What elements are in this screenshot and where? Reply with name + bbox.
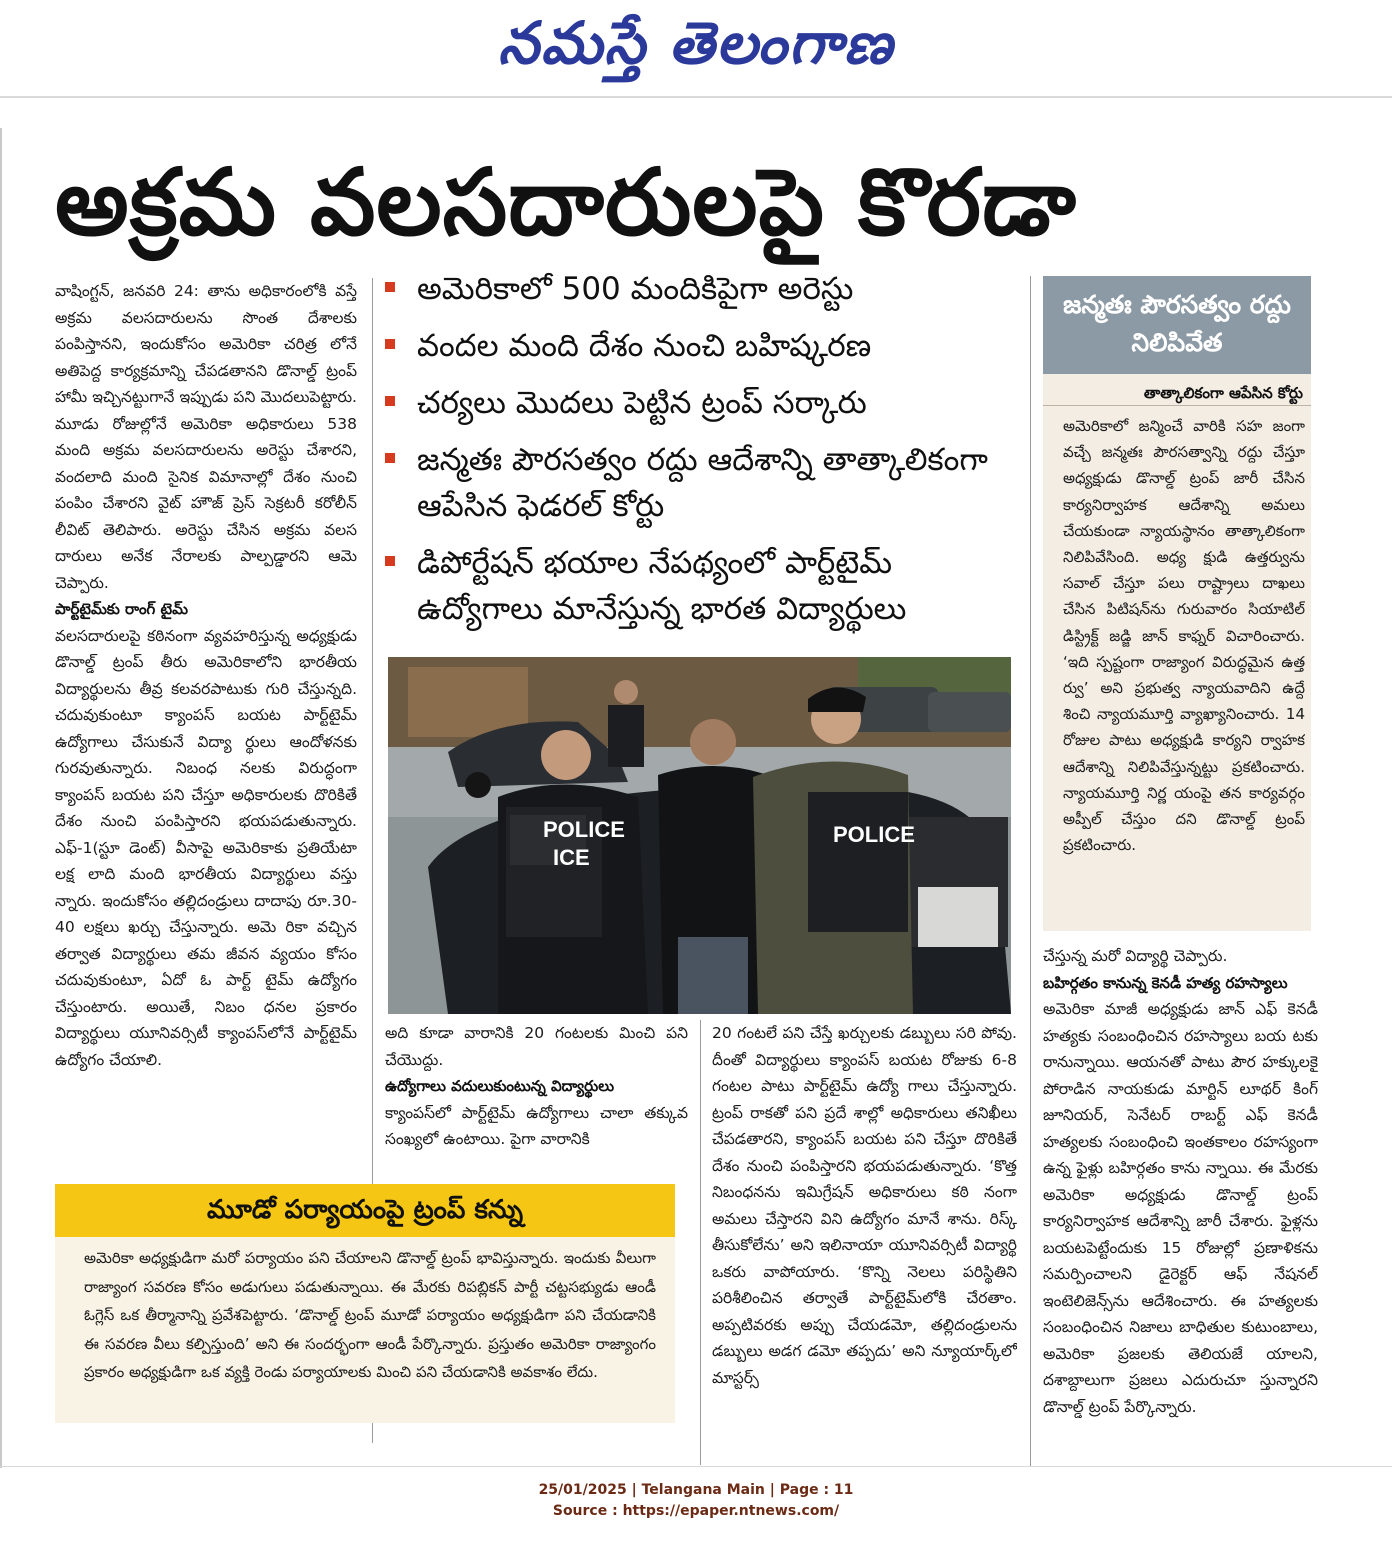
sidebox-title: జన్మతః పౌరసత్వం రద్దు నిలిపివేత (1043, 276, 1311, 374)
mid2-para-1: 20 గంటలే పని చేస్తే ఖర్చులకు డబ్బులు సరి పోవు. దీంతో విద్యార్థులు క్యాంపస్ బయట రోజుకు 6-8 గంటల పాటు పార్ట్‌టైమ్ ఉద్యో గాలు చేస్తున్నారు. ట్రంప్ రాకతో పని ప్రదే శాల్లో అధికారులు తనిఖీలు చేపడతారని, క్యాంపస్ బయట పని చేస్తూ దొరికితే దేశం నుంచి పంపిస్తారని భయపడుతున్నారు. ‘కొత్త నిబంధనను ఇమిగ్రేషన్ అధికారులు కఠి నంగా అమలు చేస్తారని విని ఉద్యోగం మానే శాను. రిస్క్ తీసుకోలేను’ అని ఇలినాయా యూనివర్సిటీ విద్యార్థి ఒకరు వాపోయారు. ‘కొన్ని నెలలు పరిస్థితిని పరిశీలించిన తర్వాతే పార్ట్‌టైమ్‌లోకి చేరతాం. అప్పటివరకు అప్పు చేయడమో, తల్లిదండ్రులను డబ్బులు అడగ డమో తప్పదు’ అని న్యూయార్క్‌లో మాస్టర్స్ (712, 1024, 1017, 1387)
bullet-square-icon (385, 453, 395, 463)
bullet-square-icon (385, 339, 395, 349)
right-para-2: అమెరికా మాజీ అధ్యక్షుడు జాన్ ఎఫ్ కెనడీ హత్యకు సంబంధించిన రహస్యాలు బయ టకు రానున్నాయి. ఆయనతో పాటు పౌర హక్కులకై పోరాడిన నాయకుడు మార్టిన్ లూథర్ కింగ్ జూనియర్, సెనేటర్ రాబర్ట్ ఎఫ్ కెనడీ హత్యలకు సంబంధించి ఇంతకాలం రహస్యంగా ఉన్న ఫైళ్లు బహిర్గతం కాను న్నాయి. ఈ మేరకు అమెరికా అధ్యక్షుడు డొనాల్డ్ ట్రంప్ కార్యనిర్వాహక ఆదేశాన్ని జారీ చేశారు. ఫైళ్లను బయటపెట్టేందుకు 15 రోజుల్లో ప్రణాళికను సమర్పించాలని డైరెక్టర్ ఆఫ్ నేషనల్ ఇంటెలిజెన్స్‌ను ఆదేశించారు. ఈ హత్యలకు సంబంధించిన నిజాలు బాధితుల కుటుంబాలు, అమెరికా ప్రజలకు తెలియజే యాలని, దశాబ్దాలుగా ప్రజలు ఎదురుచూ స్తున్నారని డొనాల్డ్ ట్రంప్ పేర్కొన్నారు. (1043, 1000, 1318, 1416)
bullet-text: జన్మతః పౌరసత్వం రద్దు ఆదేశాన్ని తాత్కాలికంగా ఆపేసిన ఫెడరల్ కోర్టు (417, 442, 988, 524)
left-para-2: వలసదారులపై కఠినంగా వ్యవహరిస్తున్న అధ్యక్షుడు డొనాల్డ్ ట్రంప్ తీరు అమెరికాలోని భారతీయ విద్యార్థులను తీవ్ర కలవరపాటుకు గురి చేస్తున్నది. చదువుకుంటూ క్యాంపస్ బయట పార్ట్‌టైమ్ ఉద్యోగాలు చేసుకునే విద్యా ర్థులు ఆందోళనకు గురవుతున్నారు. నిబంధ నలకు విరుద్ధంగా క్యాంపస్ బయట పని చేస్తూ అధికారులకు దొరికితే దేశం నుంచి పంపిస్తారని భయపడుతున్నారు. ఎఫ్-1(స్టూ డెంట్) వీసాపై అమెరికాకు ప్రతియేటా లక్ష లాది మంది భారతీయ విద్యార్థులు వస్తు న్నారు. ఇందుకోసం తల్లిదండ్రులు దాదాపు రూ.30-40 లక్షలు ఖర్చు చేస్తున్నారు. అమె రికా వచ్చిన తర్వాత విద్యార్థులు తమ జీవన వ్యయం కోసం చదువుకుంటూ, ఏదో ఓ పార్ట్ టైమ్ ఉద్యోగం చేస్తుంటారు. అయితే, నిబం ధనల ప్రకారం విద్యార్థులు యూనివర్సిటీ క్యాంపస్‌లోనే పార్ట్‌టైమ్ ఉద్యోగం చేయాలి. (55, 626, 357, 1069)
third-term-body (84, 1244, 656, 1419)
bullet-text: వందల మంది దేశం నుంచి బహిష్కరణ (417, 328, 872, 364)
bullet-text: అమెరికాలో 500 మందికిపైగా అరెస్టు (417, 271, 854, 307)
police-label: POLICE (833, 822, 915, 847)
bullet-square-icon (385, 282, 395, 292)
sidebox-text: అమెరికాలో జన్మించే వారికి సహ జంగా వచ్చే జన్మతః పౌరసత్వాన్ని రద్దు చేస్తూ అధ్యక్షుడు డొనాల్డ్ ట్రంప్ జారీ చేసిన కార్యనిర్వాహక ఆదేశాన్ని అమలు చేయకుండా న్యాయస్థానం తాత్కాలికంగా నిలిపివేసింది. అధ్య క్షుడి ఉత్తర్వును సవాల్ చేస్తూ పలు రాష్ట్రాలు దాఖలు చేసిన పిటిషన్‌ను గురువారం సియాటిల్ డిస్ట్రిక్ట్ జడ్జి జాన్ కాఫ్నర్ విచారించారు. ‘ఇది స్పష్టంగా రాజ్యాంగ విరుద్ధమైన ఉత్త ర్వు’ అని ప్రభుత్వ న్యాయవాదిని ఉద్దే శించి న్యాయమూర్తి వ్యాఖ్యానించారు. 14 రోజుల పాటు అధ్యక్షుడి కార్యని ర్వాహక ఆదేశాన్ని నిలిపివేస్తున్నట్టు ప్రకటించారు. న్యాయమూర్తి నిర్ణ యంపై తన కార్యవర్గం అప్పీల్ చేస్తుం దని డొనాల్డ్ ట్రంప్ ప్రకటించారు. (1063, 417, 1305, 855)
column-divider (1030, 276, 1031, 1466)
left-subhead: పార్ట్‌టైమ్‌కు రాంగ్ టైమ్ (55, 600, 188, 618)
mid1-para-1: అది కూడా వారానికి 20 గంటలకు మించి పని చేయొద్దు. (385, 1024, 688, 1069)
right-para-1: చేస్తున్న మరో విద్యార్థి చెప్పారు. (1043, 947, 1228, 965)
bullet-text: చర్యలు మొదలు పెట్టిన ట్రంప్ సర్కారు (417, 385, 867, 421)
bullet-item (385, 380, 1025, 426)
bullet-square-icon (385, 556, 395, 566)
third-term-text: అమెరికా అధ్యక్షుడిగా మరో పర్యాయం పని చేయాలని డొనాల్డ్ ట్రంప్ భావిస్తున్నారు. ఇందుకు వీలుగా రాజ్యాంగ సవరణ కోసం అడుగులు పడుతున్నాయి. ఈ మేరకు రిపబ్లికన్ పార్టీ చట్టసభ్యుడు ఆండీ ఓగ్లెస్ ఒక తీర్మానాన్ని ప్రవేశపెట్టారు. ‘డొనాల్డ్ ట్రంప్ మూడో పర్యాయం అధ్యక్షుడిగా పని చేయడానికి ఈ సవరణ వీలు కల్పిస్తుంది’ అని ఈ సందర్భంగా ఆండీ పేర్కొన్నారు. ప్రస్తుతం అమెరికా రాజ్యాంగం ప్రకారం అధ్యక్షుడిగా ఒక వ్యక్తి రెండు పర్యాయాలకు మించి పని చేయడానికి అవకాశం లేదు. (84, 1249, 656, 1381)
sidebox-divider (1043, 405, 1311, 406)
column-divider (700, 1020, 701, 1465)
masthead-divider (0, 96, 1392, 98)
main-headline: అక్రమ వలసదారులపై కొరడా (55, 149, 1077, 256)
bullet-text: డిపోర్టేషన్ భయాల నేపథ్యంలో పార్ట్‌టైమ్ ఉద్యోగాలు మానేస్తున్న భారత విద్యార్థులు (417, 545, 907, 627)
bullet-item (385, 323, 1025, 369)
page-edge-line (0, 128, 2, 1468)
page-footer (0, 1480, 1392, 1522)
police-ice-label: POLICE (543, 817, 625, 842)
newspaper-masthead: నమస్తే తెలంగాణ (498, 9, 894, 77)
mid1-para-2: క్యాంపస్‌లో పార్ట్‌టైమ్ ఉద్యోగాలు చాలా తక్కువ సంఖ్యలో ఉంటాయి. పైగా వారానికి (385, 1103, 688, 1148)
ice-arrest-photo (388, 657, 1011, 1014)
ice-label: ICE (553, 845, 590, 870)
middle-column-1 (385, 1020, 688, 1165)
mid1-subhead: ఉద్యోగాలు వదులుకుంటున్న విద్యార్థులు (385, 1077, 615, 1095)
sidebox-subtitle: తాత్కాలికంగా ఆపేసిన కోర్టు (1143, 384, 1303, 402)
bullet-square-icon (385, 396, 395, 406)
sidebox-body (1063, 413, 1305, 928)
right-subhead: బహిర్గతం కానున్న కెనడీ హత్య రహస్యాలు (1043, 973, 1288, 992)
footer-date-edition: 25/01/2025 | Telangana Main | Page : 11 (538, 1482, 854, 1498)
bullet-item (385, 437, 1025, 529)
highlight-bullets (385, 266, 1025, 646)
third-term-title: మూడో పర్యాయంపై ట్రంప్ కన్ను (55, 1184, 675, 1237)
left-para-1: వాషింగ్టన్, జనవరి 24: తాను అధికారంలోకి వస్తే అక్రమ వలసదారులను సొంత దేశాలకు పంపిస్తానని, ఇందుకోసం అమెరికా చరిత్ర లోనే అతిపెద్ద కార్యక్రమాన్ని చేపడతానని డొనాల్డ్ ట్రంప్ హామీ ఇచ్చినట్టుగానే ఇప్పుడు పని మొదలుపెట్టారు. మూడు రోజుల్లోనే అమెరికా అధికారులు 538 మంది అక్రమ వలసదారులను అరెస్టు చేశారని, వందలాది మంది సైనిక విమానాల్లో దేశం నుంచి పంపిం చేశారని వైట్ హౌజ్ ప్రెస్ సెక్రటరీ కరోలీన్ లీవిట్ తెలిపారు. అరెస్టు చేసిన అక్రమ వలస దారులు అనేక నేరాలకు పాల్పడ్డారని ఆమె చెప్పారు. (55, 282, 357, 592)
bullet-item (385, 266, 1025, 312)
footer-source[interactable]: Source : https://epaper.ntnews.com/ (552, 1503, 840, 1519)
bullet-item (385, 540, 1025, 632)
footer-divider (0, 1466, 1392, 1467)
right-article-column (1043, 943, 1318, 1463)
middle-column-2 (712, 1020, 1017, 1465)
